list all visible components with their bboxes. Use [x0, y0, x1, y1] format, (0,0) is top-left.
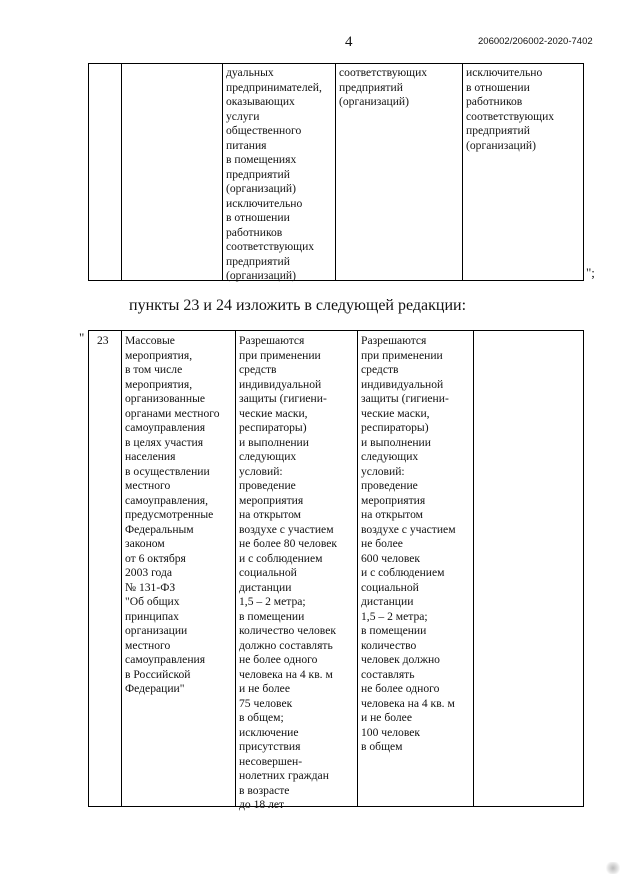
- table2-border: [583, 330, 584, 807]
- table1-border: [335, 63, 336, 281]
- table1-border: [121, 63, 122, 281]
- table2-border: [121, 330, 122, 807]
- amendment-intro: пункты 23 и 24 изложить в следующей редакции:: [129, 297, 467, 314]
- table1-border: [222, 63, 223, 281]
- opening-quote-mark: ": [79, 330, 85, 345]
- table1-border: [583, 63, 584, 281]
- table2-top-border: [88, 330, 584, 331]
- table2-border: [473, 330, 474, 807]
- scan-artifact: [606, 862, 620, 874]
- table1-cell-services: дуальных предпринимателей, оказывающих услуги общественного питания в помещениях предприятий (организаций) исключительно в отношении работников соответствующих предприятий (организаций): [226, 66, 322, 282]
- conditions-column-b: Разрешаются при применении средств индивидуальной защиты (гигиени- ческие маски, респираторы) и выполнении следующих условий: проведение мероприятия на открытом воздухе с участием не более 600 человек и с соблюдением социальной дистанции 1,5 – 2 метра; в помещении количество человек должно составлять не более одного человека на 4 кв. м и не более 100 человек в общем: [361, 334, 456, 753]
- table1-bottom-border: [88, 280, 584, 281]
- conditions-column-a: Разрешаются при применении средств индивидуальной защиты (гигиени- ческие маски, респираторы) и выполнении следующих условий: проведение мероприятия на открытом воздухе с участием не более 80 человек и с соблюдением социальной дистанции 1,5 – 2 метра; в помещении количество человек должно составлять не более одного человека на 4 кв. м и не более 75 человек в общем; исключение присутствия несовершен- нолетних граждан в возрасте до 18 лет: [239, 334, 338, 811]
- page-number: 4: [345, 34, 353, 50]
- closing-quote-mark: ";: [586, 265, 595, 280]
- table1-border: [462, 63, 463, 281]
- document-number: 206002/206002-2020-7402: [478, 36, 593, 47]
- table1-top-border: [88, 63, 584, 64]
- table1-cell-exclusively: исключительно в отношении работников соответствующих предприятий (организаций): [466, 66, 555, 152]
- row-number: 23: [97, 334, 109, 347]
- table1-border: [88, 63, 89, 281]
- activity-description: Массовые мероприятия, в том числе мероприятия, организованные органами местного самоуправления в целях участия населения в осуществлении местного самоуправления, предусмотренные Федеральным законом от 6 октября 2003 года № 131-ФЗ "Об общих принципах организации местного самоуправления в Российской Федерации": [125, 334, 220, 695]
- table2-border: [357, 330, 358, 807]
- table1-cell-enterprises: соответствующих предприятий (организаций): [339, 66, 428, 108]
- table2-border: [88, 330, 89, 807]
- table2-border: [235, 330, 236, 807]
